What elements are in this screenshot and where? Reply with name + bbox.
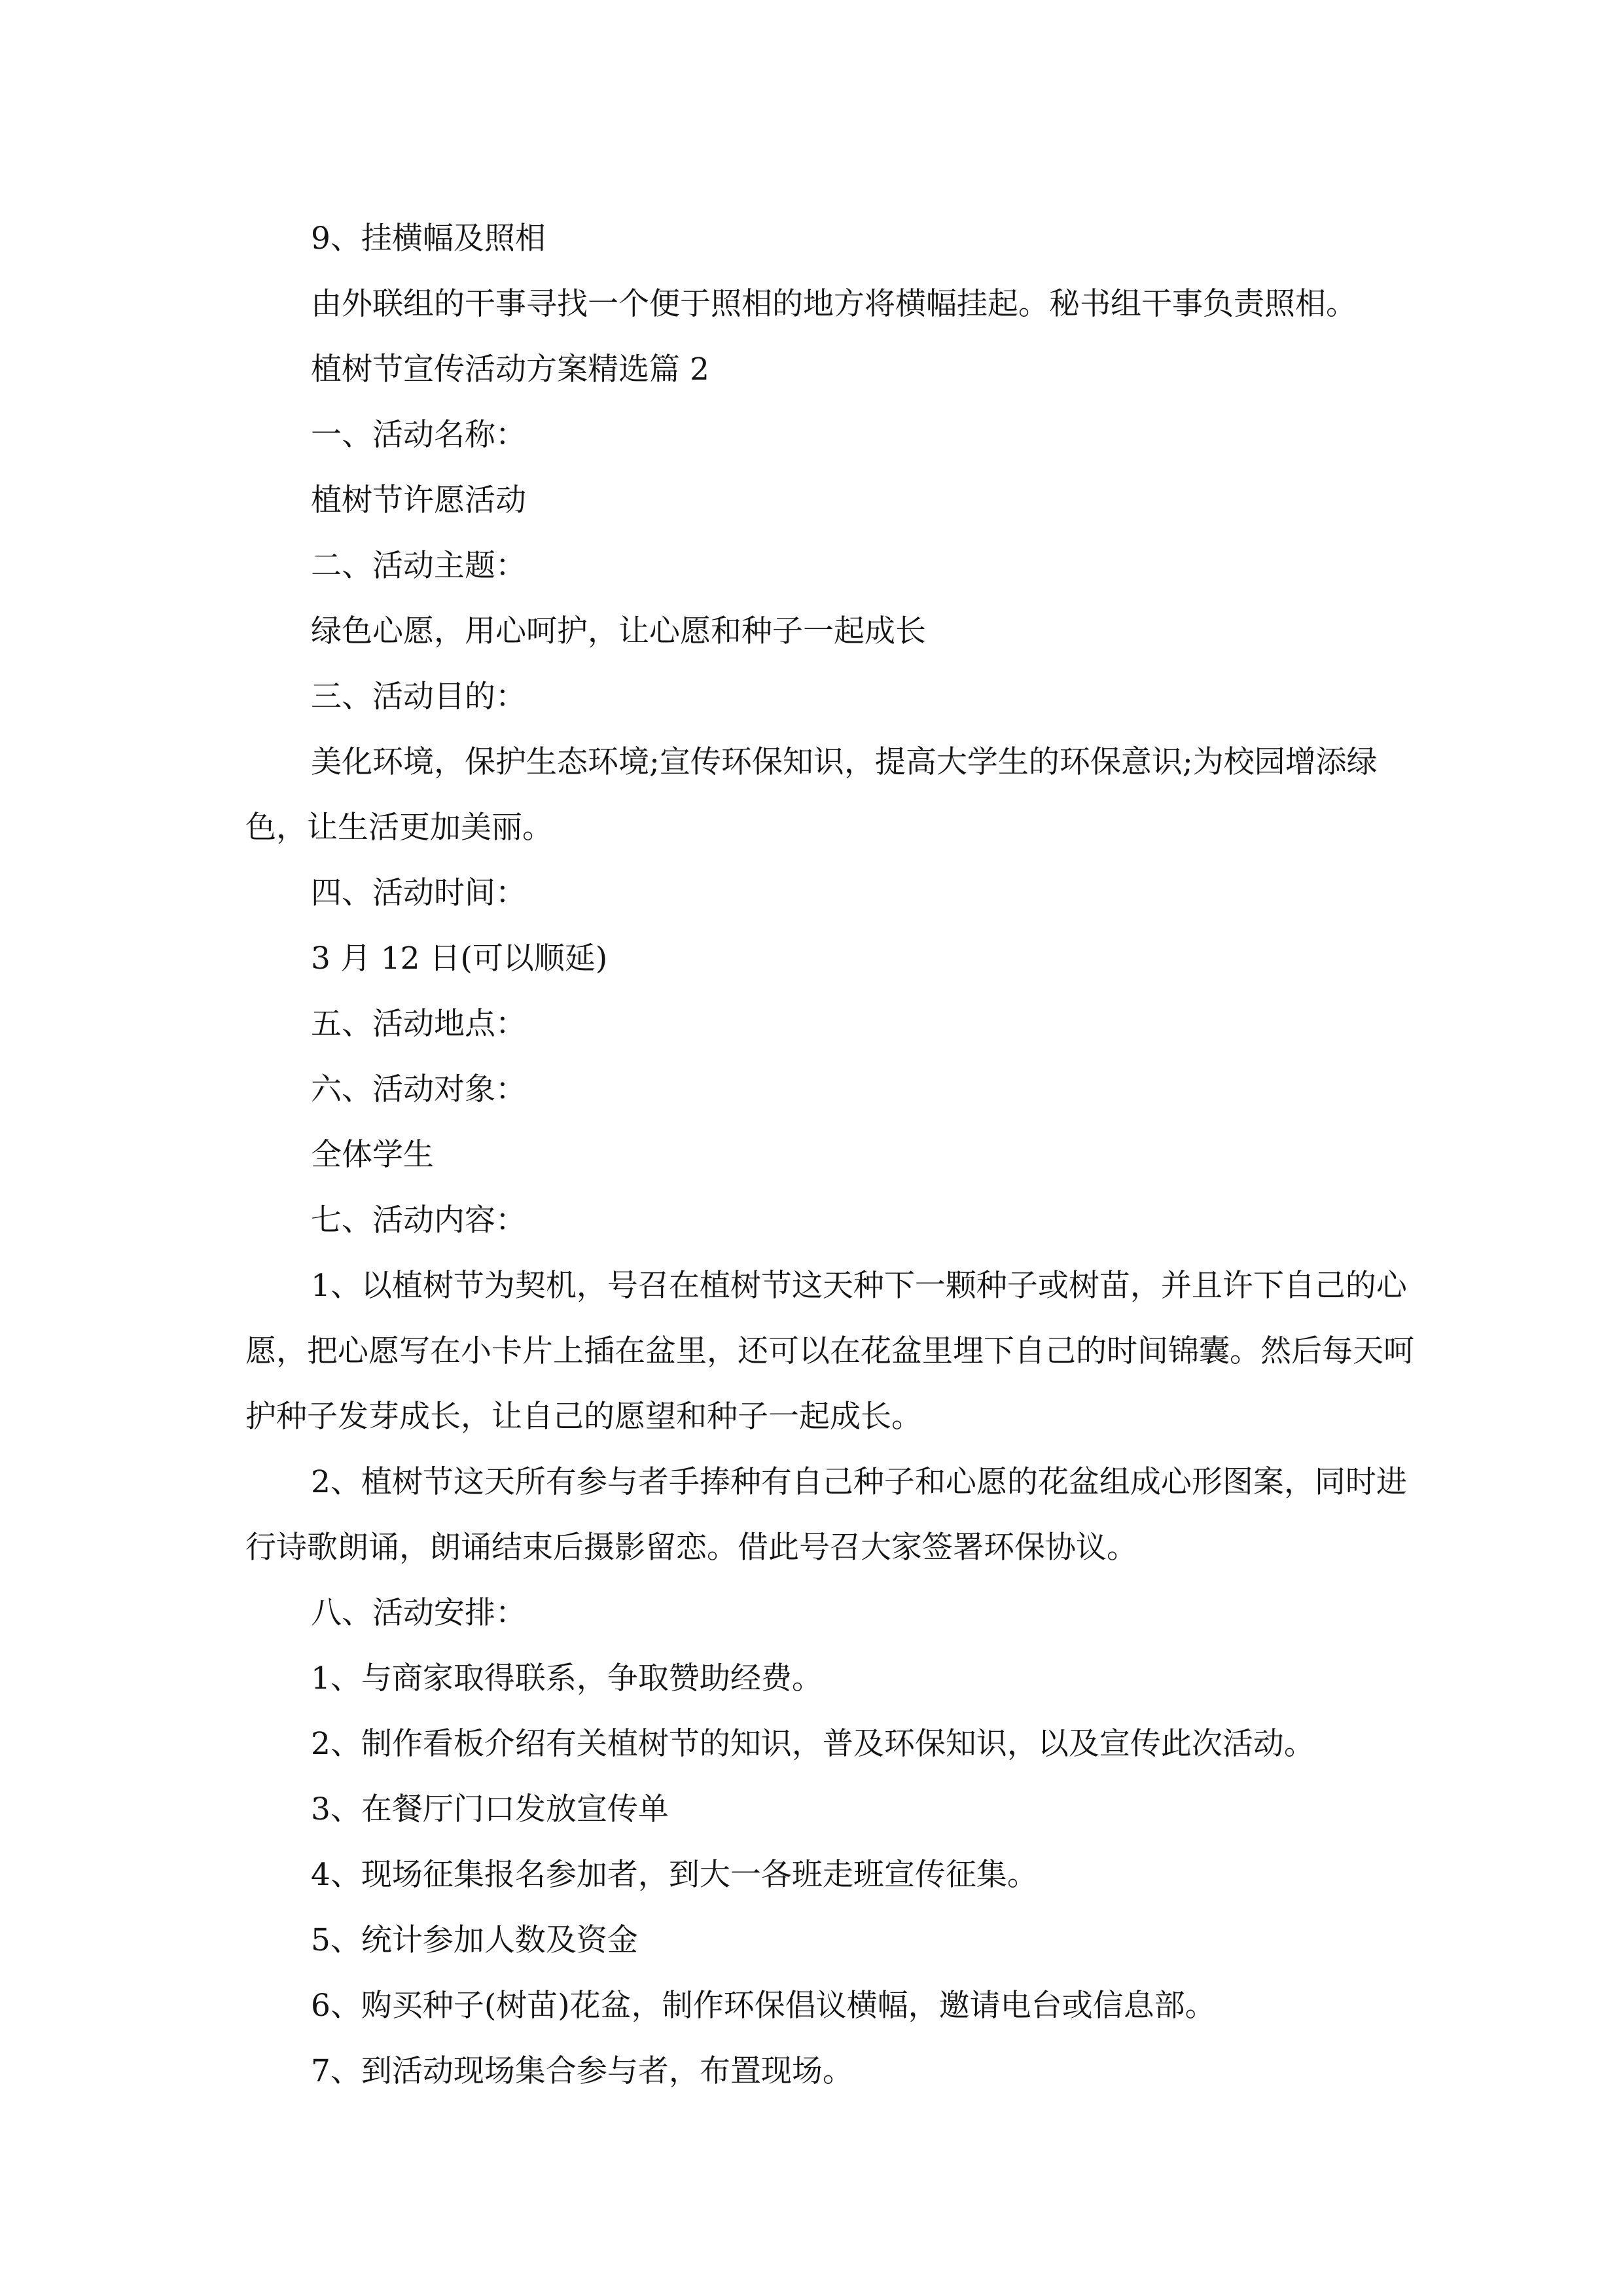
arrangement-item-5: 5、统计参加人数及资金: [311, 1922, 638, 1958]
heading-activity-time: 四、活动时间：: [311, 875, 526, 911]
section-title: 植树节宣传活动方案精选篇 2: [311, 351, 709, 387]
paragraph-content-1: 1、以植树节为契机，号召在植树节这天种下一颗种子或树苗，并且许下自己的心愿，把心愿写在小卡片上插在盆里，还可以在花盆里埋下自己的时间锦囊。然后每天呵护种子发芽成长，让自己的愿望和种子一起成长。: [245, 1268, 1414, 1435]
paragraph-activity-purpose: 美化环境，保护生态环境;宣传环保知识，提高大学生的环保意识;为校园增添绿色，让生活更加美丽。: [245, 744, 1378, 846]
paragraph-activity-audience: 全体学生: [311, 1137, 434, 1173]
arrangement-item-1: 1、与商家取得联系，争取赞助经费。: [311, 1660, 823, 1696]
paragraph-banner-detail: 由外联组的干事寻找一个便于照相的地方将横幅挂起。秘书组干事负责照相。: [311, 286, 1357, 322]
paragraph-activity-name: 植树节许愿活动: [311, 482, 526, 518]
heading-activity-location: 五、活动地点：: [311, 1006, 526, 1042]
arrangement-item-7: 7、到活动现场集合参与者，布置现场。: [311, 2053, 853, 2089]
paragraph-content-2: 2、植树节这天所有参与者手捧种有自己种子和心愿的花盆组成心形图案，同时进行诗歌朗诵，朗诵结束后摄影留恋。借此号召大家签署环保协议。: [245, 1464, 1407, 1566]
arrangement-item-2: 2、制作看板介绍有关植树节的知识，普及环保知识，以及宣传此次活动。: [311, 1726, 1315, 1762]
arrangement-item-6: 6、购买种子(树苗)花盆，制作环保倡议横幅，邀请电台或信息部。: [311, 1988, 1216, 2024]
document-body: [245, 206, 1423, 2104]
heading-activity-theme: 二、活动主题：: [311, 548, 526, 584]
heading-activity-audience: 六、活动对象：: [311, 1071, 526, 1107]
heading-activity-purpose: 三、活动目的：: [311, 679, 526, 715]
arrangement-item-3: 3、在餐厅门口发放宣传单: [311, 1791, 669, 1827]
paragraph-activity-theme: 绿色心愿，用心呵护，让心愿和种子一起成长: [311, 613, 926, 649]
heading-activity-content: 七、活动内容：: [311, 1202, 526, 1238]
heading-activity-name: 一、活动名称：: [311, 417, 526, 453]
arrangement-item-4: 4、现场征集报名参加者，到大一各班走班宣传征集。: [311, 1857, 1038, 1893]
heading-activity-arrangement: 八、活动安排：: [311, 1595, 526, 1631]
paragraph-activity-time: 3 月 12 日(可以顺延): [311, 941, 608, 977]
paragraph-item-9: 9、挂横幅及照相: [311, 221, 546, 257]
